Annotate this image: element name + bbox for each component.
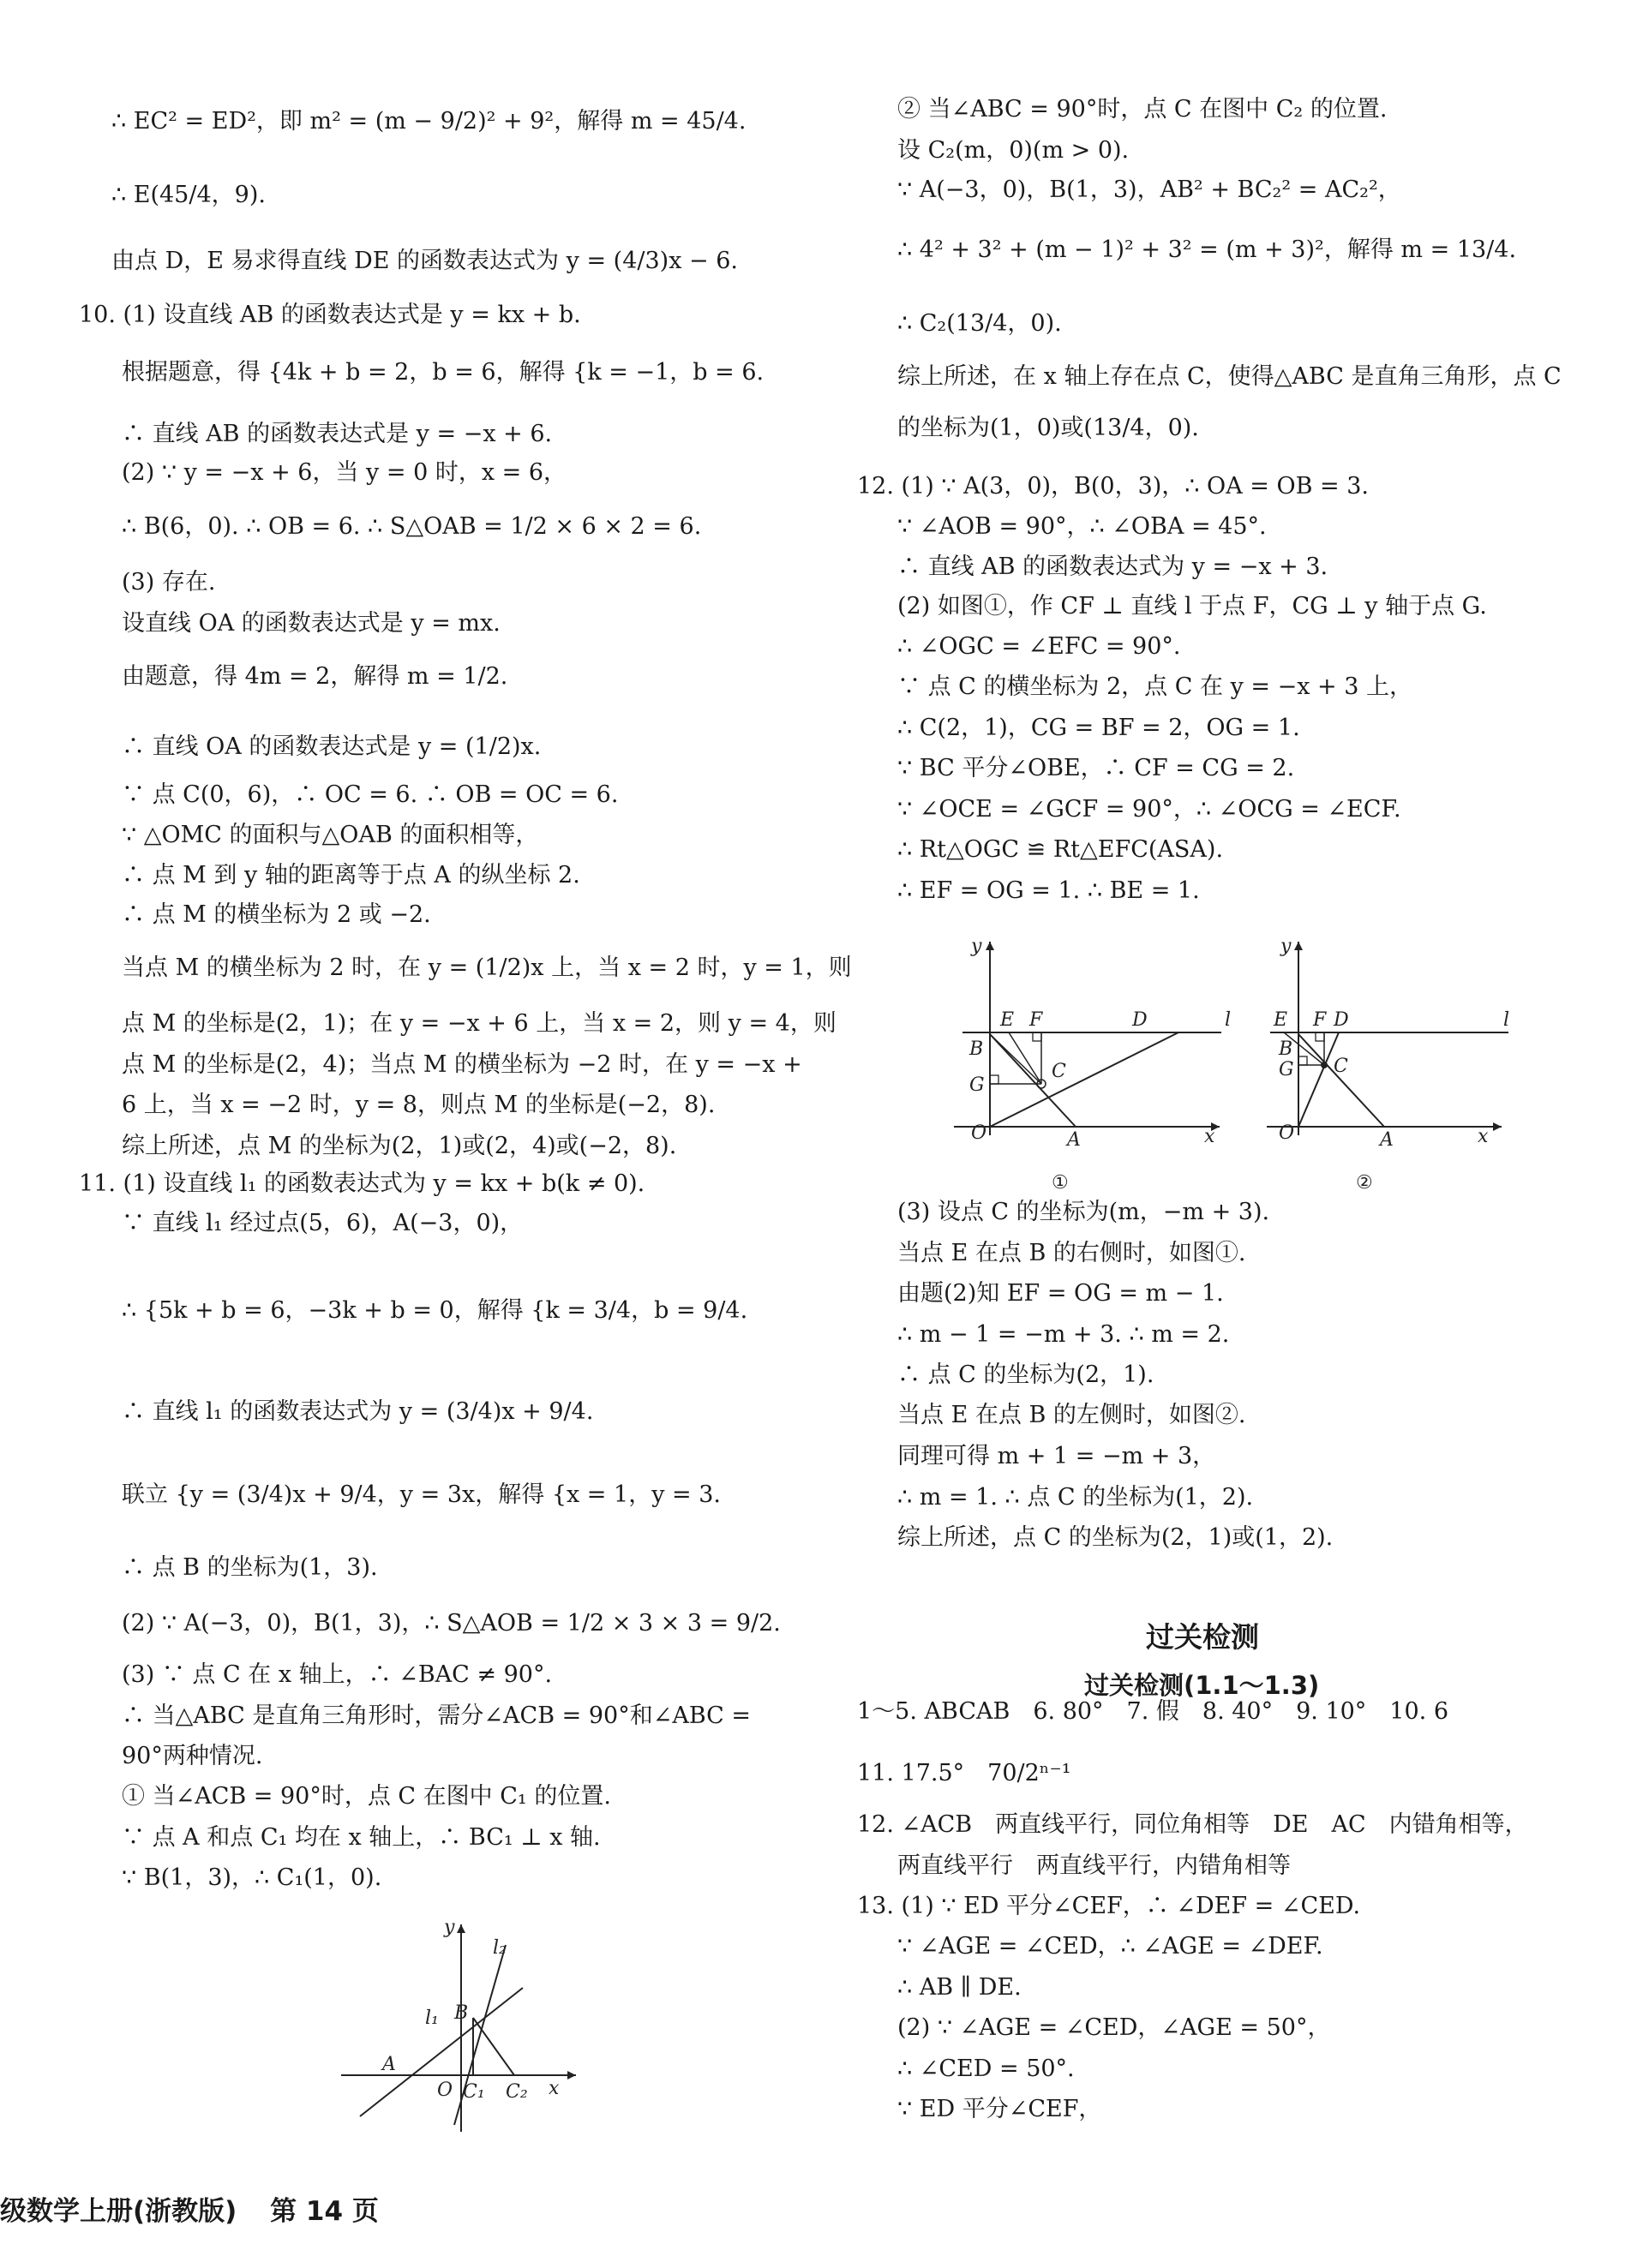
text-line: 10. (1) 设直线 AB 的函数表达式是 y = kx + b.	[79, 302, 581, 328]
text-line: 两直线平行 两直线平行，内错角相等	[897, 1852, 1291, 1879]
x-axis-arrow	[1493, 1122, 1502, 1131]
text-line: 90°两种情况.	[122, 1743, 263, 1769]
text-line: ∵ △OMC 的面积与△OAB 的面积相等，	[122, 822, 539, 848]
label-y: y	[444, 1917, 455, 1938]
text-line: 由题(2)知 EF = OG = m − 1.	[897, 1280, 1224, 1307]
label-a: A	[1380, 1129, 1394, 1151]
text-line: ∴ 点 M 到 y 轴的距离等于点 A 的纵坐标 2.	[122, 862, 580, 889]
text-line: 综上所述，点 M 的坐标为(2，1)或(2，4)或(−2，8).	[122, 1133, 677, 1159]
label-l: l	[1225, 1009, 1232, 1031]
text-line: ∴ ∠CED = 50°.	[897, 2056, 1075, 2082]
text-line: ∴ Rt△OGC ≌ Rt△EFC(ASA).	[897, 836, 1224, 863]
text-line: 设 C₂(m，0)(m > 0).	[897, 137, 1130, 164]
text-line: ∵ A(−3，0)，B(1，3)，AB² + BC₂² = AC₂²，	[897, 177, 1401, 203]
right-angle-mark-g	[1298, 1056, 1307, 1065]
text-line: (3) ∵ 点 C 在 x 轴上，∴ ∠BAC ≠ 90°.	[122, 1661, 553, 1688]
text-line: ∴ 直线 AB 的函数表达式为 y = −x + 3.	[897, 554, 1328, 580]
segment-bc2	[473, 2018, 514, 2075]
text-line: 的坐标为(1，0)或(13/4，0).	[897, 415, 1199, 441]
y-axis-arrow	[457, 1924, 465, 1933]
label-a: A	[1067, 1129, 1081, 1151]
text-line: (2) ∵ A(−3，0)，B(1，3)，∴ S△AOB = 1/2 × 3 × 3 = 9/2.	[122, 1610, 781, 1637]
label-e: E	[1274, 1009, 1288, 1031]
section-subtitle: 过关检测(1.1～1.3)	[1084, 1671, 1320, 1700]
text-line: ∴ 点 B 的坐标为(1，3).	[122, 1554, 378, 1581]
label-l1: l₁	[425, 2008, 439, 2029]
label-d: D	[1334, 1009, 1349, 1031]
label-y: y	[1280, 936, 1292, 957]
text-line: 联立 {y = (3/4)x + 9/4，y = 3x，解得 {x = 1，y = 3.	[122, 1481, 721, 1508]
text-line: ② 当∠ABC = 90°时，点 C 在图中 C₂ 的位置.	[897, 96, 1388, 123]
text-line: (3) 存在.	[122, 569, 216, 595]
label-x: x	[1204, 1126, 1215, 1147]
label-a: A	[382, 2054, 396, 2075]
text-line: ∴ m − 1 = −m + 3. ∴ m = 2.	[897, 1321, 1230, 1348]
figure-problem-12-2	[1260, 930, 1517, 1204]
figure-caption-1: ①	[1052, 1172, 1069, 1194]
right-angle-mark-f	[1033, 1032, 1041, 1041]
text-line: ∴ B(6，0). ∴ OB = 6. ∴ S△OAB = 1/2 × 6 × 2 = 6.	[122, 513, 702, 540]
label-c2: C₂	[506, 2081, 528, 2103]
text-line: ∴ EF = OG = 1. ∴ BE = 1.	[897, 877, 1200, 904]
text-line: 由点 D，E 易求得直线 DE 的函数表达式为 y = (4/3)x − 6.	[111, 248, 738, 274]
text-line: 13. (1) ∵ ED 平分∠CEF，∴ ∠DEF = ∠CED.	[857, 1893, 1361, 1919]
label-f: F	[1313, 1009, 1327, 1031]
text-line: ∵ 点 A 和点 C₁ 均在 x 轴上，∴ BC₁ ⊥ x 轴.	[122, 1824, 601, 1851]
right-angle-mark-f	[1316, 1032, 1324, 1041]
text-line: (3) 设点 C 的坐标为(m，−m + 3).	[897, 1199, 1270, 1225]
text-line: 根据题意，得 {4k + b = 2，b = 6，解得 {k = −1，b = 6.	[122, 359, 765, 386]
section-title: 过关检测	[1146, 1620, 1259, 1654]
text-line: 由题意，得 4m = 2，解得 m = 1/2.	[122, 663, 508, 690]
text-line: ∴ C(2，1)，CG = BF = 2，OG = 1.	[897, 715, 1300, 741]
label-c1: C₁	[463, 2081, 485, 2103]
label-l2: l₂	[493, 1937, 507, 1959]
text-line: 12. ∠ACB 两直线平行，同位角相等 DE AC 内错角相等，	[857, 1811, 1528, 1838]
text-line: 设直线 OA 的函数表达式是 y = mx.	[122, 610, 501, 637]
label-o: O	[437, 2079, 453, 2101]
label-e: E	[1000, 1009, 1015, 1031]
label-o: O	[1279, 1122, 1295, 1144]
label-b: B	[454, 2002, 469, 2024]
label-f: F	[1029, 1009, 1043, 1031]
text-line: ∴ E(45/4，9).	[111, 182, 266, 208]
y-axis-arrow	[986, 942, 994, 950]
text-line: ∵ ∠AGE = ∠CED，∴ ∠AGE = ∠DEF.	[897, 1933, 1323, 1960]
segment-od	[1298, 1032, 1339, 1127]
text-line: 综上所述，点 C 的坐标为(2，1)或(1，2).	[897, 1524, 1334, 1551]
x-axis-arrow	[567, 2071, 576, 2079]
text-line: ∴ AB ∥ DE.	[897, 1974, 1022, 2001]
text-line: ∵ BC 平分∠OBE，∴ CF = CG = 2.	[897, 755, 1295, 781]
label-g: G	[969, 1074, 985, 1096]
segment-ec	[1009, 1032, 1041, 1084]
right-angle-mark-g	[990, 1075, 998, 1084]
text-line: ∴ 直线 l₁ 的函数表达式为 y = (3/4)x + 9/4.	[122, 1398, 594, 1425]
label-c: C	[1334, 1056, 1348, 1077]
text-line: ∵ 点 C(0，6)，∴ OC = 6. ∴ OB = OC = 6.	[122, 781, 619, 808]
label-o: O	[971, 1122, 987, 1144]
text-line: ∴ 直线 OA 的函数表达式是 y = (1/2)x.	[122, 733, 542, 760]
text-line: ∴ ∠OGC = ∠EFC = 90°.	[897, 633, 1181, 660]
text-line: 综上所述，在 x 轴上存在点 C，使得△ABC 是直角三角形，点 C	[897, 363, 1562, 390]
label-y: y	[971, 936, 982, 957]
text-line: 11. (1) 设直线 l₁ 的函数表达式为 y = kx + b(k ≠ 0).	[79, 1170, 645, 1197]
label-x: x	[1478, 1126, 1489, 1147]
text-line: 1～5. ABCAB 6. 80° 7. 假 8. 40° 9. 10° 10. 6	[857, 1698, 1449, 1725]
text-line: 6 上，当 x = −2 时，y = 8，则点 M 的坐标是(−2，8).	[122, 1092, 716, 1118]
label-c: C	[1052, 1061, 1066, 1082]
text-line: (2) ∵ y = −x + 6，当 y = 0 时，x = 6，	[122, 459, 567, 486]
text-line: 12. (1) ∵ A(3，0)，B(0，3)，∴ OA = OB = 3.	[857, 473, 1370, 500]
label-d: D	[1132, 1009, 1148, 1031]
footer-book-title: 级数学上册(浙教版)	[0, 2196, 237, 2227]
label-b: B	[969, 1038, 984, 1060]
text-line: ∵ 直线 l₁ 经过点(5，6)，A(−3，0)，	[122, 1210, 524, 1236]
text-line: ∵ ED 平分∠CEF，	[897, 2096, 1102, 2122]
text-line: ∴ 当△ABC 是直角三角形时，需分∠ACB = 90°和∠ABC =	[122, 1702, 752, 1729]
text-line: ∵ 点 C 的横坐标为 2，点 C 在 y = −x + 3 上，	[897, 673, 1413, 700]
text-line: ∴ 点 C 的坐标为(2，1).	[897, 1361, 1154, 1388]
label-g: G	[1279, 1059, 1294, 1080]
text-line: ∴ EC² = ED²，即 m² = (m − 9/2)² + 9²，解得 m = 45/4.	[111, 108, 747, 135]
y-axis-arrow	[1294, 942, 1303, 950]
text-line: ∵ B(1，3)，∴ C₁(1，0).	[122, 1864, 382, 1891]
text-line: 当点 M 的横坐标为 2 时，在 y = (1/2)x 上，当 x = 2 时，y = 1，则	[122, 954, 852, 981]
text-line: 同理可得 m + 1 = −m + 3，	[897, 1443, 1216, 1469]
label-b: B	[1279, 1038, 1293, 1060]
text-line: (2) 如图①，作 CF ⊥ 直线 l 于点 F，CG ⊥ y 轴于点 G.	[897, 593, 1487, 619]
text-line: 当点 E 在点 B 的右侧时，如图①.	[897, 1240, 1246, 1266]
point-c	[1321, 1062, 1328, 1068]
text-line: ∴ 4² + 3² + (m − 1)² + 3² = (m + 3)²，解得 m = 13/4.	[897, 236, 1517, 263]
text-line: ① 当∠ACB = 90°时，点 C 在图中 C₁ 的位置.	[122, 1783, 611, 1810]
segment-bc	[990, 1034, 1041, 1084]
text-line: ∴ 点 M 的横坐标为 2 或 −2.	[122, 901, 431, 928]
label-l: l	[1503, 1009, 1510, 1031]
text-line: ∵ ∠OCE = ∠GCF = 90°，∴ ∠OCG = ∠ECF.	[897, 796, 1401, 823]
text-line: 11. 17.5° 70/2ⁿ⁻¹	[857, 1760, 1071, 1786]
text-line: (2) ∵ ∠AGE = ∠CED，∠AGE = 50°，	[897, 2014, 1331, 2041]
page-number: 第 14 页	[270, 2196, 379, 2227]
figure-problem-11	[334, 1911, 583, 2142]
text-line: ∴ 直线 AB 的函数表达式是 y = −x + 6.	[122, 421, 553, 447]
text-line: 当点 E 在点 B 的左侧时，如图②.	[897, 1402, 1246, 1428]
text-line: ∴ {5k + b = 6，−3k + b = 0，解得 {k = 3/4，b = 9/4.	[122, 1297, 748, 1324]
text-line: 点 M 的坐标是(2，4)；当点 M 的横坐标为 −2 时，在 y = −x +	[122, 1051, 802, 1078]
label-x: x	[549, 2078, 560, 2099]
figure-problem-12-1	[947, 930, 1238, 1204]
text-line: ∴ C₂(13/4，0).	[897, 310, 1062, 337]
text-line: 点 M 的坐标是(2，1)；在 y = −x + 6 上，当 x = 2，则 y = 4，则	[122, 1010, 836, 1037]
text-line: ∵ ∠AOB = 90°，∴ ∠OBA = 45°.	[897, 513, 1267, 540]
text-line: ∴ m = 1. ∴ 点 C 的坐标为(1，2).	[897, 1484, 1254, 1511]
figure-caption-2: ②	[1356, 1172, 1373, 1194]
segment-ab	[1298, 1034, 1384, 1127]
page-footer	[0, 2189, 379, 2228]
